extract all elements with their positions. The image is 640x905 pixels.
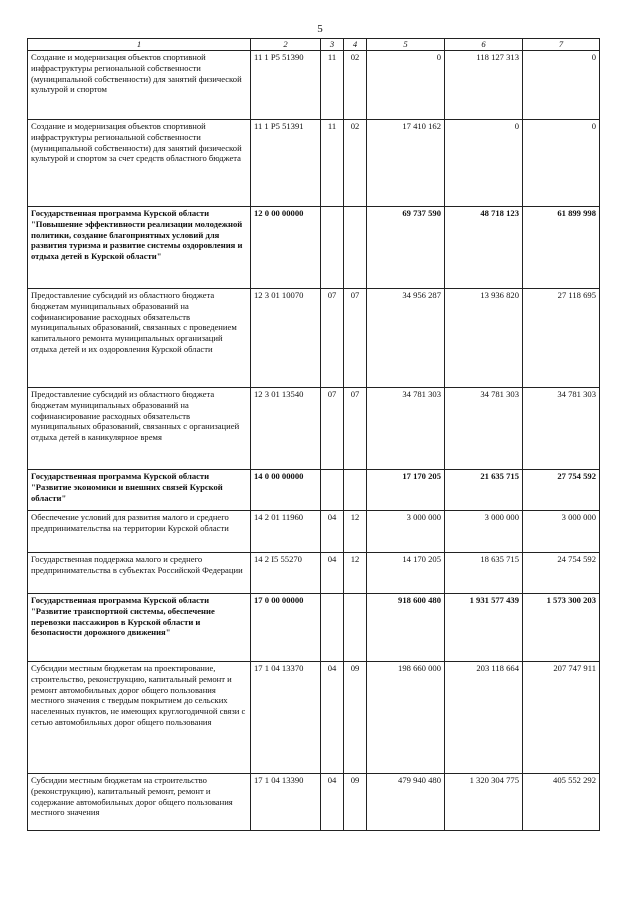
row-code: 12 3 01 10070	[251, 289, 321, 388]
row-value-1: 34 956 287	[367, 289, 445, 388]
table-body	[28, 51, 600, 831]
row-subsection	[344, 594, 367, 662]
row-name: Создание и модернизация объектов спортивной инфраструктуры региональной собственности (муниципальной собственности) для занятий физической культурой и спортом за счет средств областного бюджета	[28, 120, 251, 207]
table-row	[28, 774, 600, 831]
row-name: Предоставление субсидий из областного бюджета бюджетам муниципальных образований на софинансирование расходных обязательств муниципальных образований, связанных с проведением капитального ремонта муниципальных организаций отдыха детей и их оздоровления Курской области	[28, 289, 251, 388]
row-value-3: 1 573 300 203	[523, 594, 600, 662]
row-value-1: 198 660 000	[367, 662, 445, 774]
row-value-3: 0	[523, 120, 600, 207]
row-section: 04	[321, 774, 344, 831]
row-value-2: 18 635 715	[445, 553, 523, 594]
row-section	[321, 207, 344, 289]
row-subsection: 07	[344, 388, 367, 470]
row-code: 11 1 P5 51390	[251, 51, 321, 120]
row-value-2: 34 781 303	[445, 388, 523, 470]
row-value-3: 0	[523, 51, 600, 120]
table-row	[28, 207, 600, 289]
row-section: 04	[321, 511, 344, 553]
header-col-3: 3	[321, 39, 344, 51]
row-name: Обеспечение условий для развития малого и среднего предпринимательства на территории Курской области	[28, 511, 251, 553]
table-row	[28, 553, 600, 594]
row-subsection: 02	[344, 51, 367, 120]
row-value-2: 1 320 304 775	[445, 774, 523, 831]
row-value-2: 48 718 123	[445, 207, 523, 289]
budget-table	[27, 38, 600, 831]
row-section	[321, 470, 344, 511]
row-value-3: 27 754 592	[523, 470, 600, 511]
row-code: 12 3 01 13540	[251, 388, 321, 470]
header-row	[28, 39, 600, 51]
row-value-1: 34 781 303	[367, 388, 445, 470]
row-name: Предоставление субсидий из областного бюджета бюджетам муниципальных образований на софинансирование расходных обязательств муниципальных образований, связанных с организацией отдыха детей в каникулярное время	[28, 388, 251, 470]
row-name: Субсидии местным бюджетам на проектирование, строительство, реконструкцию, капитальный ремонт и ремонт автомобильных дорог общего пользования местного значения с твердым покрытием до сельских населенных пунктов, не имеющих круглогодичной связи с сетью автомобильных дорог общего пользования	[28, 662, 251, 774]
row-value-3: 207 747 911	[523, 662, 600, 774]
row-value-3: 24 754 592	[523, 553, 600, 594]
row-value-1: 0	[367, 51, 445, 120]
row-value-1: 3 000 000	[367, 511, 445, 553]
row-value-3: 61 899 998	[523, 207, 600, 289]
row-value-2: 13 936 820	[445, 289, 523, 388]
row-section: 11	[321, 120, 344, 207]
row-value-3: 405 552 292	[523, 774, 600, 831]
row-name: Субсидии местным бюджетам на строительство (реконструкцию), капитальный ремонт, ремонт и содержание автомобильных дорог общего пользования местного значения	[28, 774, 251, 831]
table-row	[28, 388, 600, 470]
row-code: 17 1 04 13390	[251, 774, 321, 831]
row-section: 11	[321, 51, 344, 120]
row-subsection	[344, 470, 367, 511]
row-subsection	[344, 207, 367, 289]
row-value-2: 118 127 313	[445, 51, 523, 120]
row-name: Создание и модернизация объектов спортивной инфраструктуры региональной собственности (муниципальной собственности) для занятий физической культурой и спортом	[28, 51, 251, 120]
table-row	[28, 51, 600, 120]
row-section: 07	[321, 289, 344, 388]
row-value-1: 479 940 480	[367, 774, 445, 831]
row-section: 07	[321, 388, 344, 470]
header-col-2: 2	[251, 39, 321, 51]
row-name: Государственная программа Курской области "Развитие транспортной системы, обеспечение перевозки пассажиров в Курской области и безопасности дорожного движения"	[28, 594, 251, 662]
header-col-4: 4	[344, 39, 367, 51]
table-row	[28, 662, 600, 774]
row-value-1: 918 600 480	[367, 594, 445, 662]
row-subsection: 02	[344, 120, 367, 207]
row-value-2: 3 000 000	[445, 511, 523, 553]
row-name: Государственная программа Курской области "Повышение эффективности реализации молодежной политики, создание благоприятных условий для развития туризма и развитие системы оздоровления и отдыха детей в Курской области"	[28, 207, 251, 289]
row-code: 14 2 01 11960	[251, 511, 321, 553]
row-value-2: 0	[445, 120, 523, 207]
row-code: 11 1 P5 51391	[251, 120, 321, 207]
row-subsection: 12	[344, 553, 367, 594]
row-value-3: 3 000 000	[523, 511, 600, 553]
header-col-5: 5	[367, 39, 445, 51]
row-subsection: 12	[344, 511, 367, 553]
row-value-1: 17 170 205	[367, 470, 445, 511]
row-code: 14 0 00 00000	[251, 470, 321, 511]
table-row	[28, 120, 600, 207]
row-code: 12 0 00 00000	[251, 207, 321, 289]
table-row	[28, 594, 600, 662]
row-value-1: 69 737 590	[367, 207, 445, 289]
row-value-3: 34 781 303	[523, 388, 600, 470]
row-section	[321, 594, 344, 662]
row-value-1: 17 410 162	[367, 120, 445, 207]
row-subsection: 07	[344, 289, 367, 388]
row-code: 14 2 I5 55270	[251, 553, 321, 594]
row-value-1: 14 170 205	[367, 553, 445, 594]
header-col-6: 6	[445, 39, 523, 51]
table-row	[28, 511, 600, 553]
header-col-7: 7	[523, 39, 600, 51]
page-number: 5	[317, 23, 323, 35]
row-name: Государственная программа Курской области "Развитие экономики и внешних связей Курской области"	[28, 470, 251, 511]
row-section: 04	[321, 553, 344, 594]
row-subsection: 09	[344, 774, 367, 831]
row-name: Государственная поддержка малого и среднего предпринимательства в субъектах Российской Федерации	[28, 553, 251, 594]
table-row	[28, 289, 600, 388]
row-value-2: 203 118 664	[445, 662, 523, 774]
row-subsection: 09	[344, 662, 367, 774]
row-section: 04	[321, 662, 344, 774]
row-code: 17 0 00 00000	[251, 594, 321, 662]
row-code: 17 1 04 13370	[251, 662, 321, 774]
row-value-2: 21 635 715	[445, 470, 523, 511]
table-row	[28, 470, 600, 511]
row-value-3: 27 118 695	[523, 289, 600, 388]
header-col-1: 1	[28, 39, 251, 51]
row-value-2: 1 931 577 439	[445, 594, 523, 662]
